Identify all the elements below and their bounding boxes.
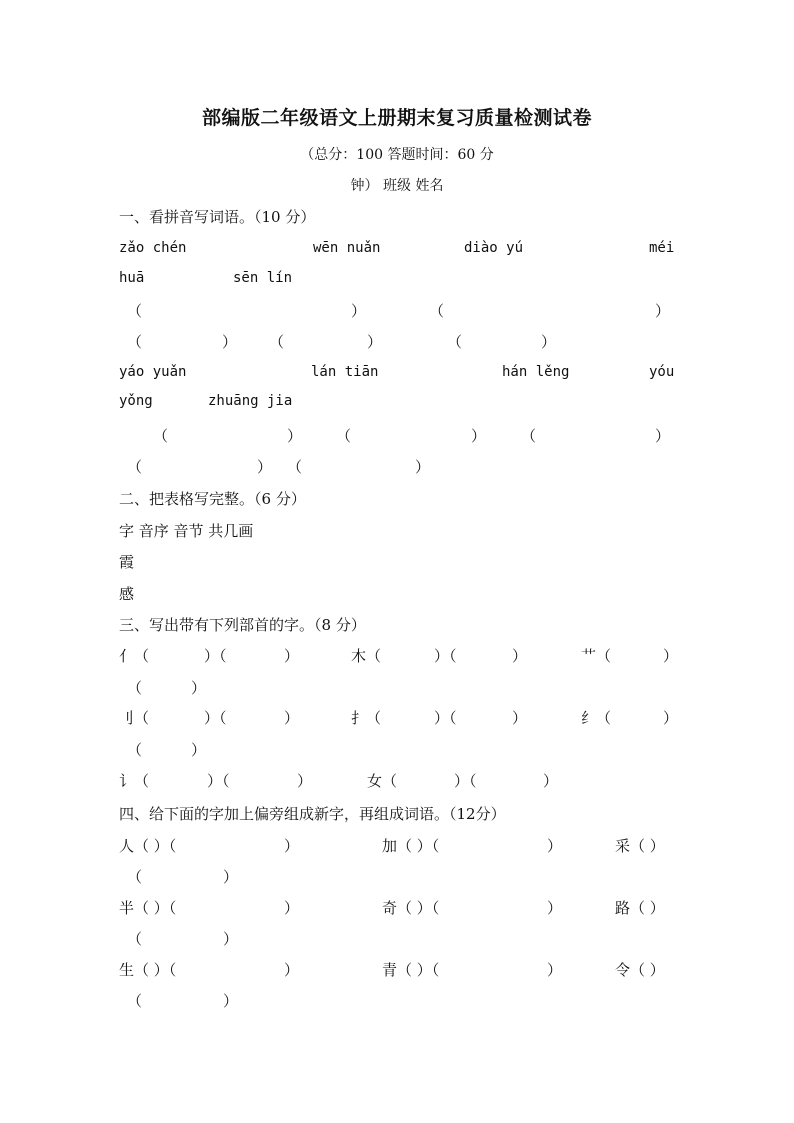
page-title: 部编版二年级语文上册期末复习质量检测试卷 xyxy=(201,107,592,129)
class-name-line: 钟） 班级 姓名 xyxy=(350,178,444,194)
radical-blank: ） xyxy=(663,647,679,665)
bracket-close: ） xyxy=(351,302,367,320)
radical-blank: 艹（ xyxy=(581,647,612,665)
bracket-open: （ xyxy=(521,427,537,445)
compose-blank: 采（ ） xyxy=(615,837,665,855)
compose-blank: 半（ ）（ xyxy=(119,899,177,917)
bracket-close: ） xyxy=(287,427,303,445)
section-1-heading: 一、看拼音写词语。（10 分） xyxy=(119,208,316,226)
compose-row-3b xyxy=(119,990,675,1012)
radical-blank: ） xyxy=(284,647,300,665)
radical-blank: ） xyxy=(284,709,300,727)
bracket-open: （ xyxy=(127,679,143,697)
pinyin: huā xyxy=(119,270,145,286)
answer-blanks-row-4 xyxy=(119,456,675,478)
compose-blank: 加（ ）（ xyxy=(382,837,440,855)
radical-blank: 刂（ xyxy=(119,709,150,727)
pinyin: yǒng xyxy=(119,393,153,409)
compose-blank: 令（ ） xyxy=(615,961,665,979)
radical-row-1b xyxy=(119,677,675,699)
pinyin: diào yú xyxy=(464,240,524,256)
answer-blanks-row-2 xyxy=(119,331,675,353)
pinyin: zhuāng jia xyxy=(208,393,293,409)
pinyin: wēn nuǎn xyxy=(313,240,381,256)
pinyin: zǎo chén xyxy=(119,240,187,256)
bracket-open: （ xyxy=(127,333,143,351)
radical-blank: ） xyxy=(512,709,528,727)
bracket-open: （ xyxy=(127,741,143,759)
pinyin: yóu xyxy=(649,364,675,380)
bracket-close: ） xyxy=(367,333,383,351)
bracket-close: ） xyxy=(471,427,487,445)
compose-row-3 xyxy=(119,959,675,981)
radical-blank: 亻（ xyxy=(119,647,150,665)
radical-blank: 女（ xyxy=(367,772,398,790)
pinyin-row-2 xyxy=(119,270,675,292)
bracket-close: ） xyxy=(547,899,563,917)
table-char-1: 霞 xyxy=(119,553,135,571)
bracket-close: ） xyxy=(223,868,239,886)
pinyin: lán tiān xyxy=(311,364,379,380)
bracket-close: ） xyxy=(191,741,207,759)
bracket-open: （ xyxy=(127,868,143,886)
answer-blanks-row-3 xyxy=(119,425,675,447)
bracket-close: ） xyxy=(284,899,300,917)
radical-row-2b xyxy=(119,739,675,761)
pinyin-row-4 xyxy=(119,393,675,415)
radical-blank: 扌（ xyxy=(351,709,382,727)
section-3-heading: 三、写出带有下列部首的字。（8 分） xyxy=(119,616,366,634)
radical-blank: ）（ xyxy=(434,709,457,727)
bracket-open: （ xyxy=(127,930,143,948)
bracket-open: （ xyxy=(127,458,143,476)
bracket-close: ） xyxy=(222,333,238,351)
bracket-close: ） xyxy=(284,837,300,855)
compose-blank: 人（ ）（ xyxy=(119,837,177,855)
bracket-open: （ xyxy=(269,333,285,351)
compose-row-1 xyxy=(119,835,675,857)
bracket-close: ） xyxy=(191,679,207,697)
bracket-open: （ xyxy=(447,333,463,351)
radical-row-1 xyxy=(119,645,679,667)
pinyin-row-3 xyxy=(119,364,675,386)
bracket-close: ） xyxy=(284,961,300,979)
bracket-close: ） xyxy=(655,302,671,320)
pinyin: méi xyxy=(649,240,675,256)
bracket-close: ） xyxy=(223,992,239,1010)
bracket-close: ） xyxy=(415,458,431,476)
bracket-close: ） xyxy=(547,837,563,855)
compose-blank: 路（ ） xyxy=(615,899,665,917)
pinyin: hán lěng xyxy=(502,364,570,380)
compose-row-1b xyxy=(119,866,675,888)
bracket-open: （ xyxy=(127,302,143,320)
pinyin: yáo yuǎn xyxy=(119,364,187,380)
bracket-close: ） xyxy=(257,458,273,476)
bracket-close: ） xyxy=(541,333,557,351)
radical-blank: ）（ xyxy=(204,647,227,665)
score-time-line: （总分：100 答题时间：60 分 xyxy=(300,147,494,163)
radical-row-2 xyxy=(119,707,679,729)
radical-blank: ） xyxy=(543,772,559,790)
pinyin: sēn lín xyxy=(233,270,293,286)
bracket-open: （ xyxy=(336,427,352,445)
radical-blank: ）（ xyxy=(434,647,457,665)
bracket-close: ） xyxy=(547,961,563,979)
bracket-open: （ xyxy=(127,992,143,1010)
radical-blank: 木（ xyxy=(351,647,382,665)
answer-blanks-row-1 xyxy=(119,300,675,322)
table-char-2: 感 xyxy=(119,585,135,603)
radical-blank: ） xyxy=(297,772,313,790)
compose-row-2b xyxy=(119,928,675,950)
table-header-row: 字 音序 音节 共几画 xyxy=(119,522,254,540)
compose-blank: 生（ ）（ xyxy=(119,961,177,979)
compose-row-2 xyxy=(119,897,675,919)
radical-blank: ）（ xyxy=(204,709,227,727)
bracket-open: （ xyxy=(429,302,445,320)
section-2-heading: 二、把表格写完整。（6 分） xyxy=(119,490,306,508)
pinyin-row-1 xyxy=(119,240,675,262)
bracket-close: ） xyxy=(655,427,671,445)
bracket-open: （ xyxy=(287,458,303,476)
radical-row-3 xyxy=(119,770,675,792)
bracket-close: ） xyxy=(223,930,239,948)
radical-blank: ）（ xyxy=(207,772,230,790)
radical-blank: ） xyxy=(512,647,528,665)
compose-blank: 奇（ ）（ xyxy=(382,899,440,917)
radical-blank: ） xyxy=(663,709,679,727)
section-4-heading: 四、给下面的字加上偏旁组成新字，再组成词语。（12分） xyxy=(119,805,506,823)
bracket-open: （ xyxy=(153,427,169,445)
radical-blank: 讠（ xyxy=(119,772,150,790)
radical-blank: ）（ xyxy=(454,772,477,790)
radical-blank: 纟（ xyxy=(581,709,612,727)
compose-blank: 青（ ）（ xyxy=(382,961,440,979)
